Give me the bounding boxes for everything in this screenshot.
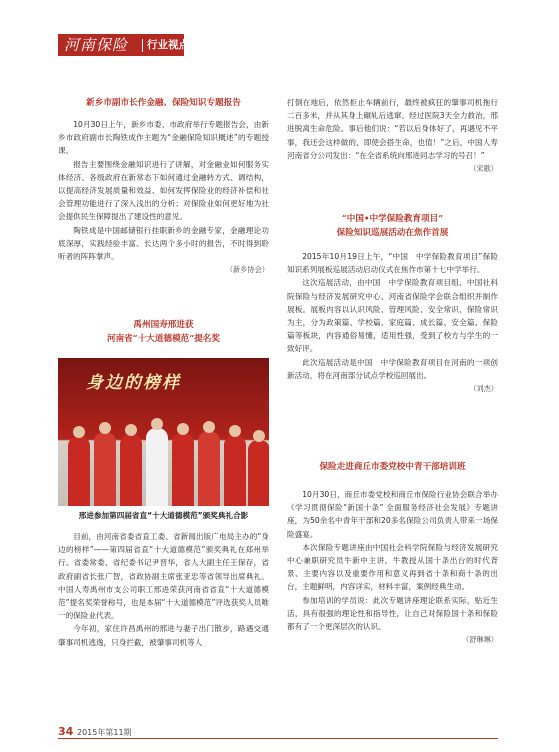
article-4-title: 保险走进商丘市委党校中青干部培训班: [319, 462, 466, 472]
footer-rule: [58, 738, 498, 739]
magazine-brand: 河南保险: [64, 36, 129, 54]
photo-head: [125, 424, 137, 436]
article-2-title-line-1: 禹州国寿邢进获: [133, 320, 194, 330]
photo-figure: [172, 433, 194, 506]
article-4-para: 参加培训的学员说：此次专题讲座理论联系实际，贴近生活，具有很强的理论性和指导性，让自己对保险国十条和保险都有了一个更深层次的认识。: [287, 595, 498, 632]
article-3-signature: （刘杰）: [469, 384, 498, 394]
article-2-para: 目前，由河南省委省直工委、省新闻出版广电局主办的“身边的榜样”——第四届省直“十大道德模范”颁奖典礼在郑州举行。省委常委、省纪委书记尹晋华，省人大副主任王保存，省政府副省长张广智，省政协副主席张亚忠等省领导出席典礼。中国人寿禹州市支公司职工邢进荣获河南省省直“十大道德模范”提名奖荣誉称号，也是本届“十大道德模范”评选获奖人员唯一的保险业代表。: [58, 532, 269, 621]
article-3-para: 2015年10月19日上午，“中国 中学保险教育项目”保险知识系列展板巡展活动启动仪式在焦作市第十七中学举行。: [287, 252, 498, 275]
article-4: [287, 460, 498, 646]
photo-head: [229, 425, 241, 437]
photo-banner-text: 身边的榜样: [86, 373, 181, 393]
photo-head: [99, 422, 111, 434]
article-2-continued-para: 打倒在地后，依然拒止车辆前行，最终被疯狂的肇事司机拖行二百多米，并从其身上碾轧后逃窜。经过医院3天全力救治，邢进脱离生命危险。事后他们说：“若以后身体好了，再遇见不平事，我还会这样做的，即使会搭生命，也值！”之后，中国人寿河南省分公司发出：“在全省系统向邢进同志学习的号召！”: [287, 98, 498, 160]
issue-label: 2015年第11期: [77, 728, 132, 737]
photo-figure: [146, 428, 168, 506]
section-title: 行业视点: [147, 39, 189, 51]
article-2-heading: [58, 318, 269, 346]
article-3-title-line-1: “中国•中学保险教育项目”: [341, 214, 444, 224]
article-1-signature: （新乡协会）: [225, 265, 269, 275]
photo-figure: [248, 440, 269, 506]
article-1-para: 报告主要围绕金融知识进行了讲解，对金融业如何服务实体经济、各级政府在新常态下如何通过金融转方式、调结构，以提高经济发展质量和效益、如何发挥保险业的经济补偿和社会管理功能进行了深入浅出的分析；对保险业如何更好地为社会提供民生保障提出了建设性的意见。: [58, 159, 269, 222]
brand-divider: [142, 39, 143, 52]
photo-figure: [198, 431, 220, 506]
photo-head: [203, 421, 215, 433]
article-2-body: [58, 530, 269, 649]
article-3: [287, 212, 498, 395]
article-1-para: 陶铁成是中国邮储银行挂职新乡的金融专家，金融理论功底深厚，实践经验丰富。长达两个多小时的报告，不时得到聆听者的阵阵掌声。: [58, 225, 269, 262]
article-2-continued: [287, 96, 498, 175]
article-4-para: 10月30日，商丘市委党校和商丘市保险行业协会联合举办《学习贯彻保险“新国十条” 全面服务经济社会发展》专题讲座，为50余名中青年干部和20多名保险公司负责人带来一场保险盛宴。: [287, 490, 498, 539]
photo-head: [73, 426, 85, 438]
photo-head: [151, 418, 163, 430]
article-4-signature: （舒琳琳）: [462, 635, 498, 645]
award-ceremony-photo: [58, 358, 269, 506]
photo-head: [253, 430, 265, 442]
photo-figure: [94, 432, 116, 506]
photo-caption: 邢进参加第四届省直“十大道德模范”颁奖典礼合影: [78, 511, 249, 520]
article-4-para: 本次保险专题讲座由中国社会科学院保险与经济发展研究中心兼职研究员牛新中主讲。牛教授从国十条出台的时代背景、主要内容以及重要作用和意义再到省十条和商十条的出台，主题鲜明，内容详实，材料丰富，案例经典生动。: [287, 542, 498, 592]
article-3-para: 这次巡展活动，由中国 中学保险教育项目组、中国社科院保险与经济发展研究中心、河南省保险学会联合组织并制作展板。展板内容以认识风险、管理风险、安全常识、保险常识为主，分为政策篇、学校篇、家庭篇、成长篇、安全篇、保险篇等板块，内容通俗易懂，适用性强，受到了校方与学生的一致好评。: [287, 278, 498, 354]
page-number: 34: [58, 725, 74, 738]
article-1-title: 新乡市副市长作金融、保险知识专题报告: [86, 98, 241, 108]
article-2-para: 今年初，家住许昌禹州的邢进与妻子出门散步，路遇交通肇事司机逃逸，只身拦截，被肇事司机等人: [58, 624, 269, 647]
article-1: [58, 96, 269, 276]
photo-figure: [224, 435, 246, 506]
article-3-para: 此次巡展活动是中国 中学保险教育项目在河南的一项创新活动，将在河南部分试点学校巡回展出。: [287, 357, 498, 380]
photo-figure: [120, 434, 142, 506]
article-2-title-line-2: 河南省“十大道德模范”提名奖: [106, 334, 220, 344]
photo-head: [177, 423, 189, 435]
article-1-para: 10月30日上午，新乡市委、市政府举行专题报告会，由新乡市政府副市长陶铁成作主题为“金融保险知识概述”的专题授课。: [58, 120, 269, 156]
article-3-title-line-2: 保险知识巡展活动在焦作首展: [336, 228, 449, 238]
article-2-signature: （宋歌）: [469, 164, 498, 174]
photo-figure: [68, 436, 90, 506]
